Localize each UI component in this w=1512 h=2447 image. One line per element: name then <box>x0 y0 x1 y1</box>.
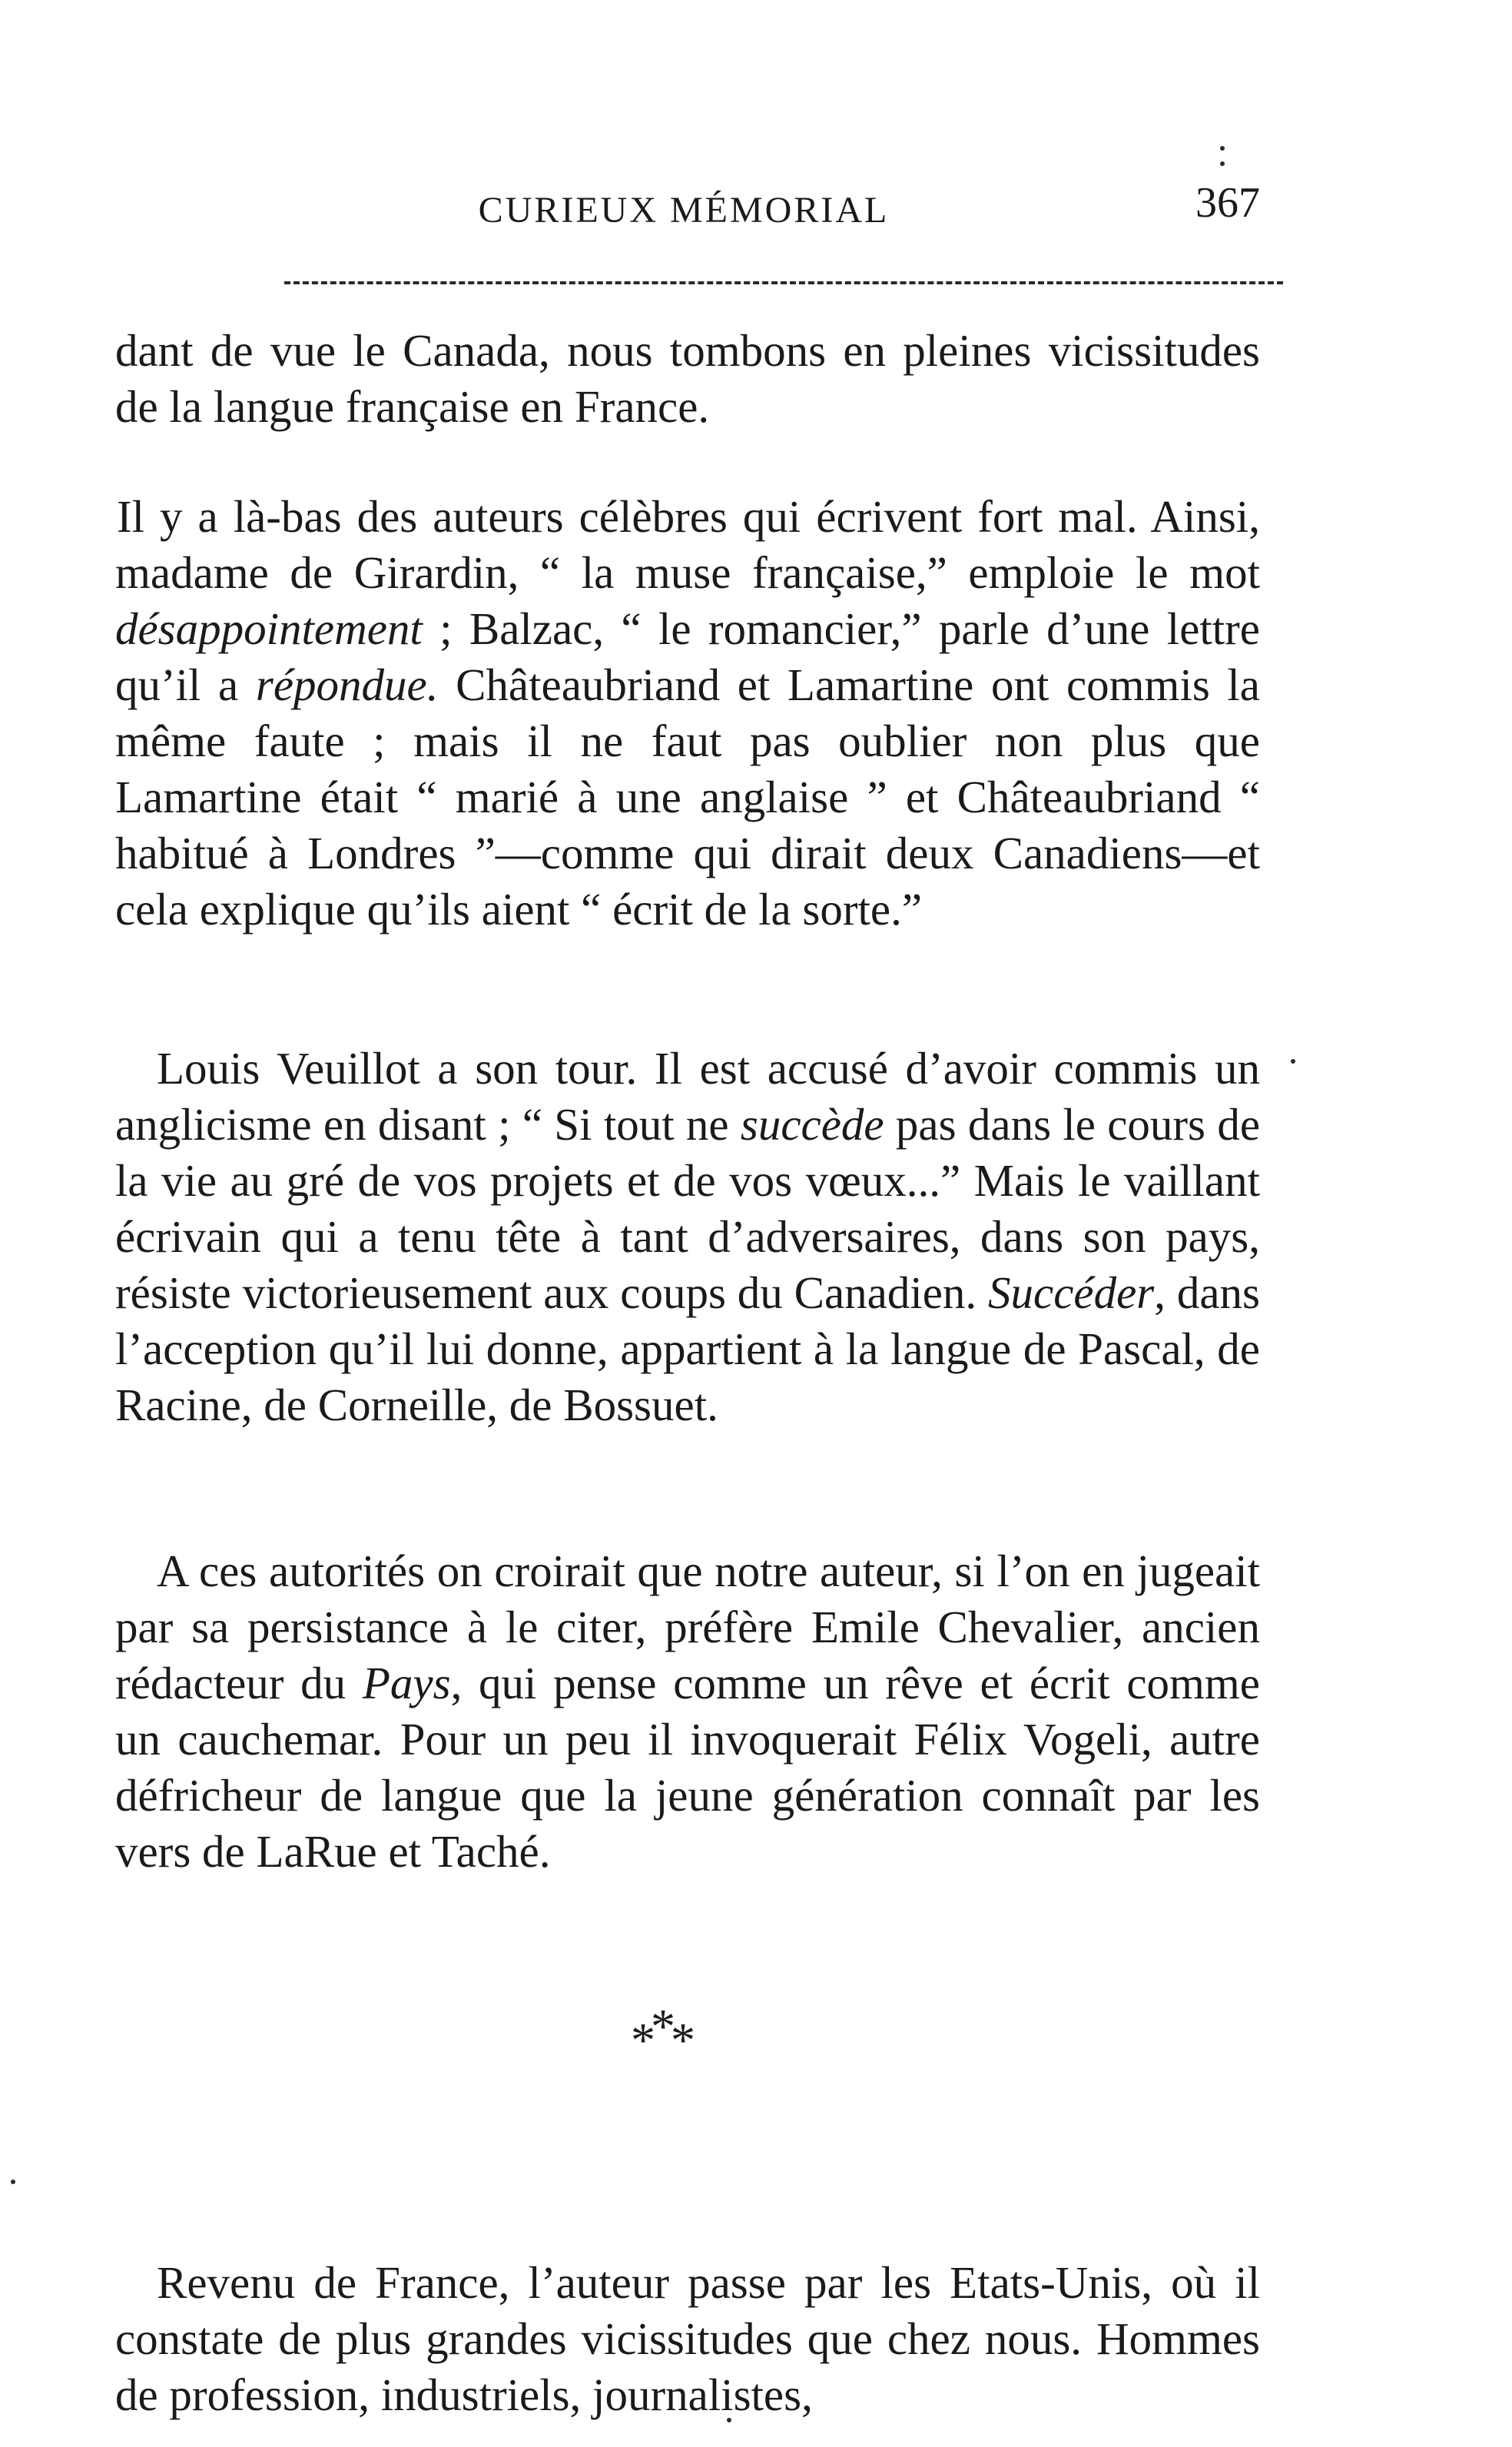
paragraph-text: dant de vue le Canada, nous tombons en pleines vicissitudes de la langue française en France. <box>115 325 1260 432</box>
paragraph-1 <box>115 323 1260 435</box>
print-speck <box>1220 146 1225 151</box>
print-speck <box>11 2180 15 2184</box>
paragraph-text: pas dans le cours de la vie au gré de vos projets et de vos vœux...” Mais le vaillant écrivain qui a tenu tête à tant d’adversaires, dans son pays, résiste victorieusement aux coups du Canadien. <box>115 1099 1261 1318</box>
paragraph-text: Il y a là-bas des auteurs célèbres qui écrivent fort mal. Ainsi, madame de Girardin, “ la muse française,” emploie le mot <box>115 491 1260 598</box>
header-rule <box>284 281 1283 284</box>
paragraph-text: , qui pense comme un rêve et écrit comme un cauchemar. Pour un peu il invoquerait Félix Vogeli, autre défricheur de langue que la jeune génération connaît par les vers de LaRue et Taché. <box>115 1658 1260 1877</box>
paragraph-text: , dans l’acception qu’il lui donne, appartient à la langue de Pascal, de Racine, de Corneille, de Bossuet. <box>115 1267 1260 1430</box>
asterism-star: * <box>651 1999 671 2054</box>
paragraph-text: Revenu de France, l’auteur passe par les Etats-Unis, où il constate de plus grandes vicissitudes que chez nous. Hommes de profession, industriels, journalistes, <box>115 2257 1260 2420</box>
asterism-star: * <box>671 2013 691 2067</box>
running-head <box>115 179 1260 243</box>
italic-term: répondue. <box>255 659 439 710</box>
italic-term: succède <box>740 1099 884 1150</box>
paragraph-2 <box>115 489 1260 938</box>
asterism-star: * <box>631 2013 651 2067</box>
paragraph-text: A ces autorités on croirait que notre auteur, si l’on en jugeait par sa persistance à le citer, préfère Emile Chevalier, ancien rédacteur du <box>115 1546 1260 1708</box>
paragraph-5 <box>115 2255 1260 2423</box>
italic-term: Pays <box>362 1658 451 1708</box>
italic-term: désappointement <box>115 603 423 654</box>
paragraph-3 <box>115 1041 1260 1433</box>
paragraph-4 <box>115 1543 1260 1880</box>
paragraph-text: Louis Veuillot a son tour. Il est accusé d’avoir commis un anglicisme en disant ; “ Si tout ne <box>115 1043 1260 1150</box>
section-separator <box>599 1999 722 2069</box>
page-number: 367 <box>1195 179 1260 227</box>
paragraph-text: ; Balzac, “ le romancier,” parle d’une lettre qu’il a <box>115 603 1260 710</box>
italic-term: Succéder <box>988 1267 1155 1318</box>
paragraph-text: Châteaubriand et Lamartine ont commis la même faute ; mais il ne faut pas oublier non plus que Lamartine était “ marié à une anglaise ” et Châteaubriand “ habitué à Londres ”—comme qui dirait deux Canadiens—et cela explique qu’ils aient “ écrit de la sorte.” <box>115 659 1260 935</box>
print-speck <box>1291 1059 1295 1064</box>
print-speck <box>1220 161 1225 166</box>
running-title: CURIEUX MÉMORIAL <box>478 190 890 231</box>
